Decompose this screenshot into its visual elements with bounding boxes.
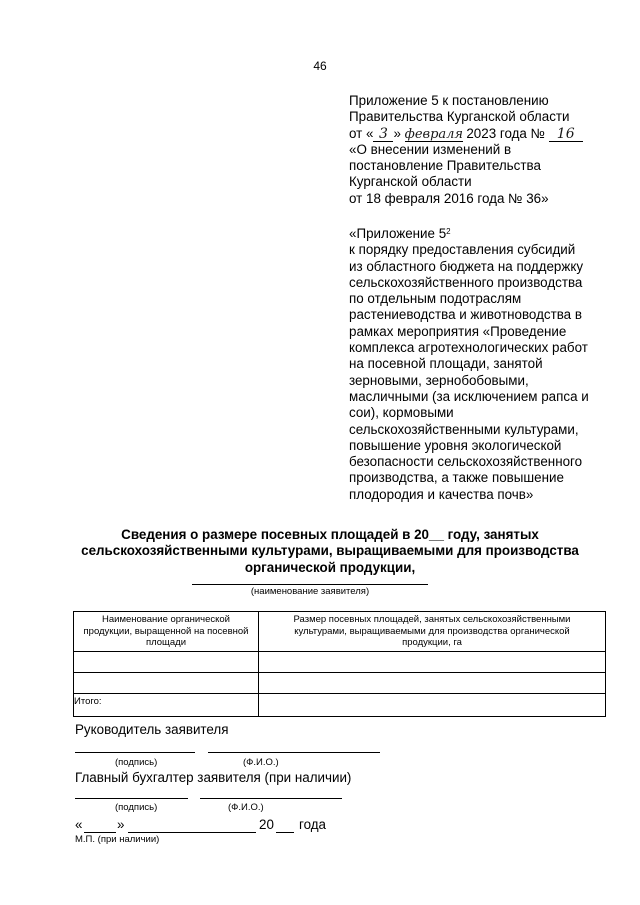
area-table (73, 611, 606, 717)
appendix-inner-title: «Приложение $5^2$ (349, 226, 451, 241)
appendix-inner-line: по отдельным подотраслям (349, 291, 522, 307)
appendix-date-line (349, 126, 619, 142)
applicant-name-label: (наименование заявителя) (250, 586, 370, 597)
superscript: 2 (446, 227, 451, 236)
column-header-area: Размер посевных площадей, занятых сельскохозяйственными культурами, выращиваемыми для производства органической продукции, га (259, 612, 606, 652)
appendix-inner-line: к порядку предоставления субсидий (349, 242, 576, 258)
appendix-inner-line: растениеводства и животноводства в (349, 307, 582, 323)
accountant-name-label: (Ф.И.О.) (228, 802, 264, 813)
table-cell (259, 673, 606, 694)
applicant-name-line (192, 584, 428, 585)
handwritten-month: февраля (404, 126, 464, 142)
accountant-name-line (200, 798, 342, 799)
appendix-inner-line: безопасности сельскохозяйственного (349, 454, 583, 470)
table-cell (259, 652, 606, 673)
accountant-signature-label: (подпись) (115, 802, 158, 813)
date-prefix: от « (349, 125, 374, 141)
stamp-label: М.П. (при наличии) (75, 834, 160, 845)
document-title-line: органической продукции, (244, 559, 416, 575)
head-name-label: (Ф.И.О.) (243, 757, 279, 768)
appendix-inner-line: на посевной площади, занятой (349, 356, 543, 372)
accountant-title: Главный бухгалтер заявителя (при наличии) (75, 770, 352, 785)
appendix-inner-line: рамках мероприятия «Проведение (349, 323, 567, 339)
appendix-line: Приложение 5 к постановлению (349, 93, 549, 108)
date-year-suffix: года (299, 817, 327, 832)
total-label: Итого: (74, 694, 259, 717)
appendix-inner-line: зерновыми, зернобобовыми, (349, 372, 529, 388)
table-cell (74, 652, 259, 673)
appendix-inner-line: сои), кормовыми (349, 405, 454, 421)
appendix-inner-line: комплекса агротехнологических работ (349, 340, 588, 356)
table-row (74, 652, 606, 673)
date-close-quote: » (117, 817, 125, 832)
appendix-inner-line: сельскохозяйственными культурами, (349, 421, 579, 437)
date-month-line (128, 832, 256, 833)
appendix-line: Правительства Курганской области (349, 109, 570, 125)
date-open-quote: « (75, 817, 83, 832)
document-title (60, 527, 600, 576)
date-suffix: 2023 года № (462, 125, 545, 141)
appendix-inner-line: повышение уровня экологической (349, 437, 562, 453)
appendix-inner-line: из областного бюджета на поддержку (349, 258, 584, 274)
handwritten-day: 3 (373, 128, 393, 142)
table-total-row (74, 694, 606, 717)
head-signature-label: (подпись) (115, 757, 158, 768)
appendix-inner-line: производства, а также повышение (349, 470, 564, 486)
appendix-header (349, 93, 619, 207)
date-mid: » (393, 125, 405, 141)
document-title-line: Сведения о размере посевных площадей в 20__ году, занятых (121, 527, 539, 542)
head-name-line (208, 752, 380, 753)
appendix-inner (349, 226, 611, 503)
table-cell (259, 694, 606, 717)
date-year-line (276, 832, 294, 833)
table-cell (74, 673, 259, 694)
appendix-inner-line: сельскохозяйственного производства (349, 274, 583, 290)
appendix-line: постановление Правительства (349, 158, 541, 174)
appendix-line: «О внесении изменений в (349, 141, 512, 157)
accountant-signature-line (75, 798, 188, 799)
handwritten-number: 16 (549, 128, 583, 142)
appendix-inner-line: масличными (за исключением рапса и (349, 388, 589, 404)
page-number: 46 (313, 59, 327, 73)
appendix-inner-line: плодородия и качества почв» (349, 486, 534, 502)
table-row (74, 673, 606, 694)
document-title-line: сельскохозяйственными культурами, выращиваемыми для производства (81, 543, 579, 559)
column-header-product: Наименование органической продукции, выращенной на посевной площади (74, 612, 259, 652)
appendix-line: от 18 февраля 2016 года № 36» (349, 190, 549, 206)
head-signature-line (75, 752, 195, 753)
table-header-row (74, 612, 606, 652)
head-title: Руководитель заявителя (75, 722, 229, 737)
date-day-line (84, 832, 116, 833)
date-year-prefix: 20 (259, 817, 274, 832)
appendix-line: Курганской области (349, 174, 472, 190)
